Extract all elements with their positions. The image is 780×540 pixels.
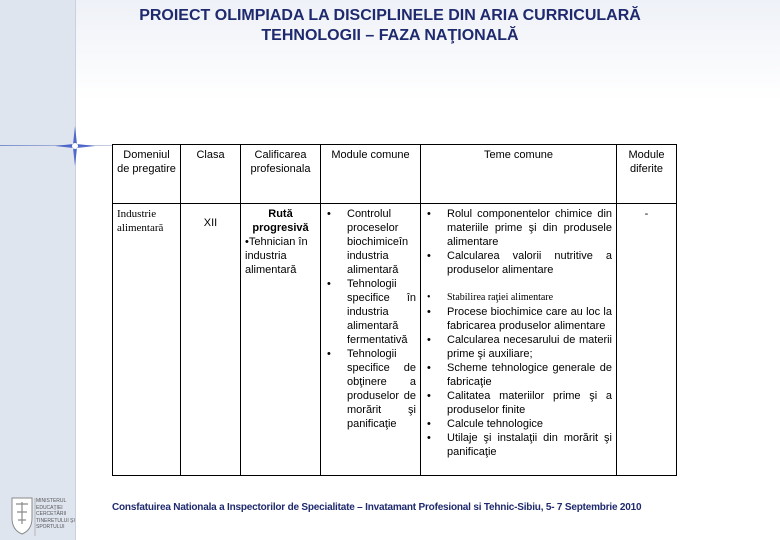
header-domeniu: Domeniul de pregatire (113, 145, 181, 204)
list-item: • Calcularea valorii nutritive a produselor alimentare (425, 249, 612, 277)
olympiad-table (112, 144, 677, 476)
vertical-decor-line (75, 0, 76, 540)
header-calificarea: Calificarea profesionala (241, 145, 321, 204)
cell-teme-comune (421, 204, 617, 476)
header-module-diferite: Module diferite (617, 145, 677, 204)
list-item: • Procese biochimice care au loc la fabricarea produselor alimentare (425, 305, 612, 333)
cell-module-diferite: - (617, 204, 677, 476)
module-list (325, 207, 416, 431)
list-item: • Scheme tehnologice generale de fabricaţie (425, 361, 612, 389)
cell-domeniu: Industrie alimentară (113, 204, 181, 476)
title-line-2: TEHNOLOGII – FAZA NAŢIONALĂ (261, 27, 519, 44)
list-item: • Utilaje şi instalaţii din morărit şi panificaţie (425, 431, 612, 459)
title-line-1: PROIECT OLIMPIADA LA DISCIPLINELE DIN ARIA CURRICULARĂ (139, 7, 641, 24)
logo-text: MINISTERUL EDUCAŢIEI CERCETĂRII TINERETULUI ŞI SPORTULUI (36, 498, 75, 531)
page-title (90, 6, 690, 46)
list-item: • Calitatea materiilor prime şi a produselor finite (425, 389, 612, 417)
ruta-label: Rută progresivă (252, 208, 309, 234)
list-item: • Calcularea necesarului de materii prime şi auxiliare; (425, 333, 612, 361)
header-module-comune: Module comune (321, 145, 421, 204)
teme-list-2 (425, 291, 612, 459)
header-clasa: Clasa (181, 145, 241, 204)
footer-text: Consfatuirea Nationala a Inspectorilor de Specialitate – Invatamant Profesional si Tehnic-Sibiu, 5- 7 Septembrie 2010 (112, 502, 642, 513)
list-item: • Tehnologii specifice de obţinere a produselor de morărit şi panificaţie (325, 347, 416, 431)
sparkle-icon (55, 126, 95, 166)
table-row (113, 204, 677, 476)
left-decor-bar (0, 0, 76, 540)
header-teme-comune: Teme comune (421, 145, 617, 204)
cell-module-comune (321, 204, 421, 476)
list-item: • Stabilirea raţiei alimentare (425, 291, 612, 305)
calificare-item: •Tehnician în industria alimentară (245, 236, 308, 276)
teme-list-1 (425, 207, 612, 277)
list-item: • Calcule tehnologice (425, 417, 612, 431)
table-header-row (113, 145, 677, 204)
list-item: • Tehnologii specifice în industria alimentară fermentativă (325, 277, 416, 347)
cell-calificare (241, 204, 321, 476)
list-item: • Controlul proceselor biochimiceîn industria alimentară (325, 207, 416, 277)
list-item: • Rolul componentelor chimice din materiile prime şi din produsele alimentare (425, 207, 612, 249)
calificare-text: Tehnician în industria alimentară (245, 236, 308, 276)
cell-clasa: XII (181, 204, 241, 476)
